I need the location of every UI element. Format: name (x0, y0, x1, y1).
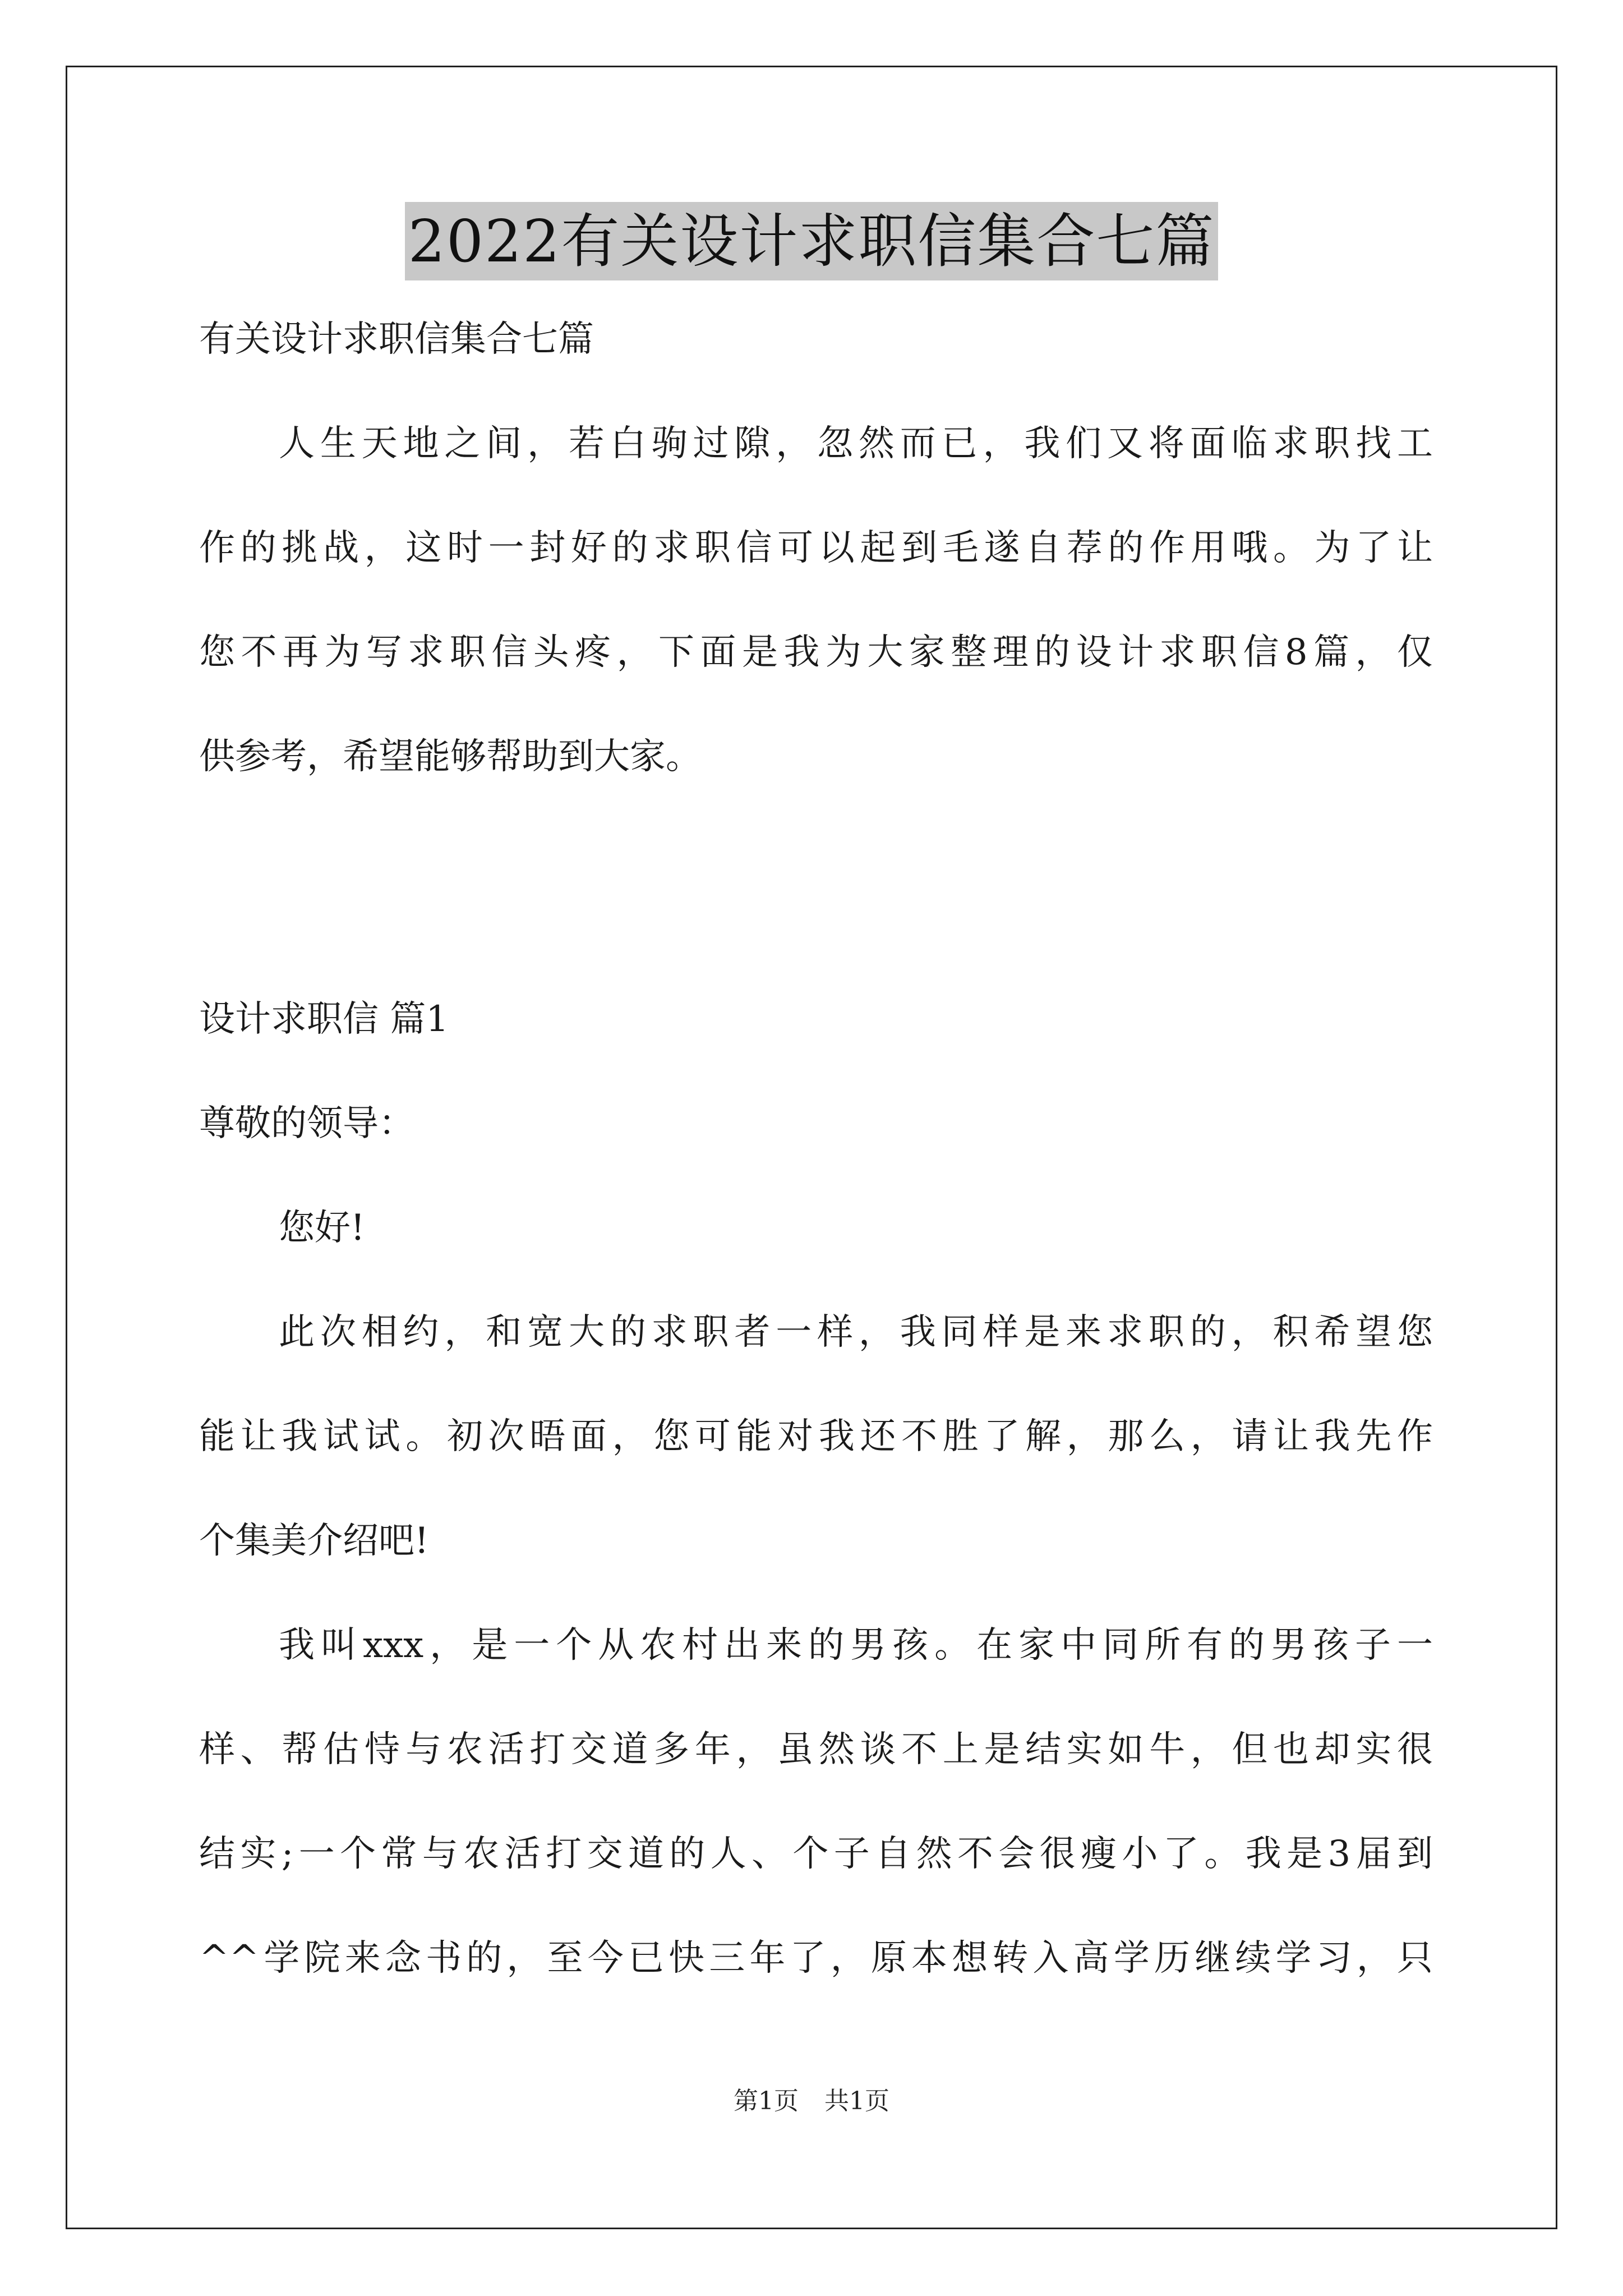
paragraph-line: 我叫xxx，是一个从农村出来的男孩。在家中同所有的男孩子一 (279, 1625, 1433, 1666)
page-total: 共1页 (824, 2087, 889, 2115)
paragraph-line: 此次相约，和宽大的求职者一样，我同样是来求职的，积希望您 (279, 1312, 1433, 1353)
paragraph-line: 结实;一个常与农活打交道的人、个子自然不会很瘦小了。我是3届到 (199, 1833, 1433, 1875)
salutation: 尊敬的领导： (199, 1103, 414, 1144)
title-area (0, 202, 1623, 280)
page-number: 第1页 (734, 2087, 799, 2115)
intro-line: 供参考，希望能够帮助到大家。 (199, 736, 702, 777)
section-heading: 设计求职信 篇1 (199, 999, 449, 1040)
intro-line: 您不再为写求职信头疼，下面是我为大家整理的设计求职信8篇，仅 (199, 632, 1433, 673)
document-subtitle: 有关设计求职信集合七篇 (199, 319, 594, 360)
paragraph-line: ^^学院来念书的，至今已快三年了，原本想转入高学历继续学习，只 (199, 1938, 1433, 1979)
paragraph-line: 能让我试试。初次晤面，您可能对我还不胜了解，那么，请让我先作 (199, 1416, 1433, 1457)
paragraph-line: 样、帮估恃与农活打交道多年，虽然谈不上是结实如牛，但也却实很 (199, 1729, 1433, 1770)
greeting: 您好! (279, 1207, 365, 1249)
paragraph-line: 个集美介绍吧! (199, 1520, 429, 1562)
page-footer (0, 2085, 1623, 2118)
intro-line: 作的挑战，这时一封好的求职信可以起到毛遂自荐的作用哦。为了让 (199, 527, 1433, 569)
intro-line: 人生天地之间，若白驹过隙，忽然而已，我们又将面临求职找工 (279, 423, 1433, 464)
document-title: 2022有关设计求职信集合七篇 (405, 202, 1219, 280)
